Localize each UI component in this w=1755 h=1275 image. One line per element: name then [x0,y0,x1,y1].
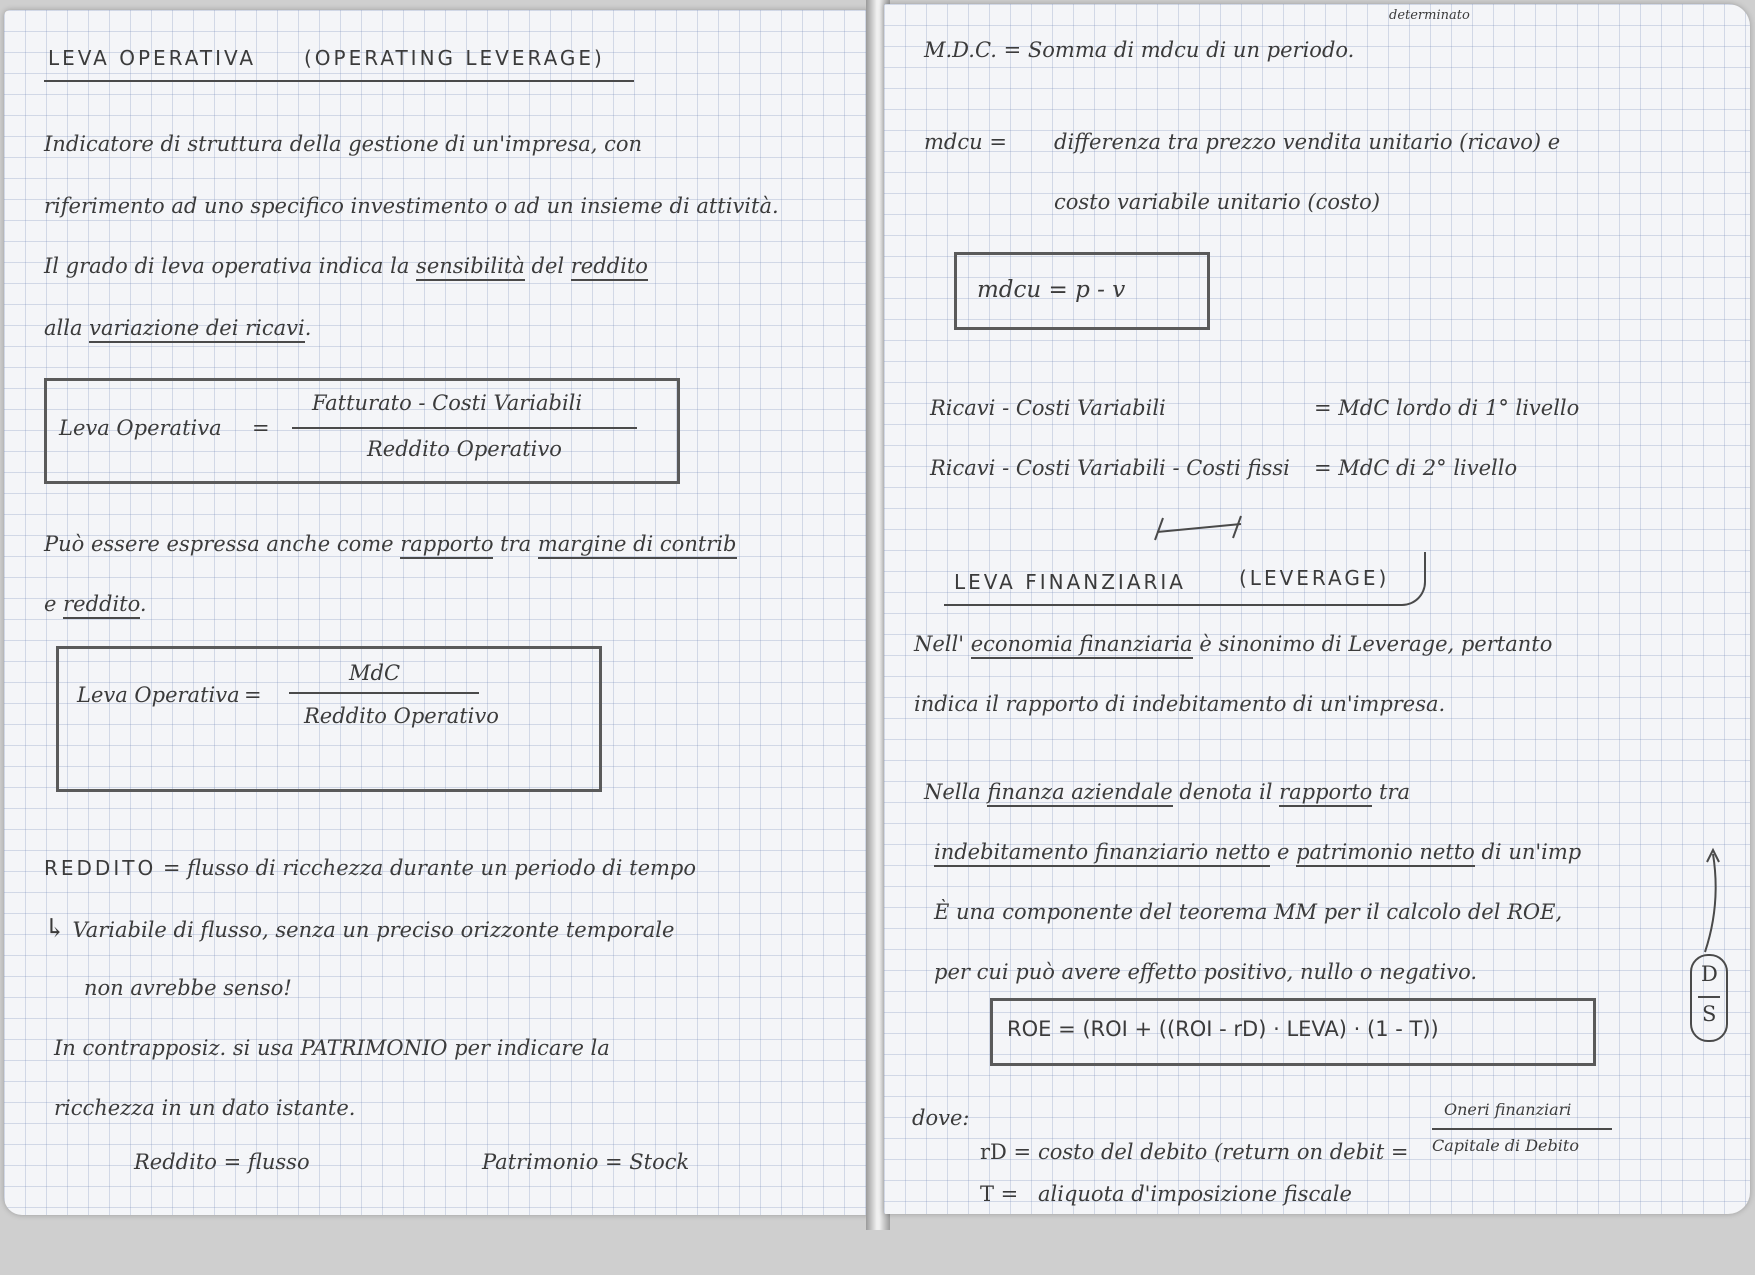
lf-patrimonio-netto: patrimonio netto [1296,840,1475,867]
title-underline [44,80,634,82]
title-operating-leverage: (OPERATING LEVERAGE) [304,46,605,70]
rd-symbol: rD = [980,1140,1032,1164]
formula-box-1 [44,378,680,484]
lf-finanza-aziendale: finanza aziendale [987,780,1172,807]
mdc-level2-rhs: = MdC di 2° livello [1314,456,1518,480]
lf-rapporto: rapporto [1279,780,1372,807]
rd-fraction-bar [1432,1128,1612,1130]
ds-fraction-bar [1698,996,1720,998]
p1-line4-c: . [304,316,312,340]
p1-line2: riferimento ad uno specifico investimento o ad un insieme di attività. [44,194,779,218]
p1-line3-c: del [524,254,571,278]
lf-line4-b: e [1270,840,1297,864]
formula1-numerator: Fatturato - Costi Variabili [312,391,583,415]
mdcu-formula: mdcu = p - v [977,277,1126,303]
reddito-line3: non avrebbe senso! [84,976,292,1000]
formula2-lhs: Leva Operativa [77,683,240,707]
mdc-level1-lhs: Ricavi - Costi Variabili [930,396,1166,420]
lf-line4 [934,840,1581,864]
p2-line1-a: Può essere espressa anche come [44,532,401,556]
lf-economia-finanziaria: economia finanziaria [971,632,1193,659]
formula1-equals: = [252,416,270,440]
reddito-line5: ricchezza in un dato istante. [54,1096,356,1120]
patrimonio-stock: Patrimonio = Stock [482,1150,690,1174]
lf-line1 [914,632,1552,656]
mdcu-label: mdcu = [924,130,1007,154]
p1-line1: Indicatore di struttura della gestione di un'impresa, con [44,132,643,156]
rd-numerator: Oneri finanziari [1444,1100,1572,1119]
lf-line3-c: denota il [1172,780,1280,804]
mdcu-line2: costo variabile unitario (costo) [1054,190,1381,214]
formula1-lhs: Leva Operativa [59,416,222,440]
ds-ratio-badge [1690,954,1728,1042]
reddito-line2 [44,914,674,944]
lf-line1-c: è sinonimo di Leverage, pertanto [1192,632,1553,656]
p2-rapporto: rapporto [400,532,493,559]
ds-arrow-icon [1699,844,1729,956]
p2-margine: margine di contrib [538,532,737,559]
title-leva-finanziaria: LEVA FINANZIARIA [954,570,1186,594]
p1-reddito: reddito [571,254,648,281]
section-divider-icon [1149,512,1249,542]
roe-formula: ROE = (ROI + ((ROI - rD) · LEVA) · (1 - T)) [1007,1017,1439,1041]
mdc-line1-b: periodo. [1266,38,1355,62]
lf-line3-e: tra [1372,780,1411,804]
reddito-label: REDDITO [44,856,157,880]
rd-definition: costo del debito (return on debit = [1038,1140,1409,1164]
mdc-level1-rhs: = MdC lordo di 1° livello [1314,396,1580,420]
right-page [884,4,1750,1214]
formula2-fraction-bar [289,692,479,694]
p1-line4-a: alla [44,316,90,340]
p2-line2-a: e [44,592,64,616]
reddito-flusso: Reddito = flusso [134,1150,310,1174]
lf-line2: indica il rapporto di indebitamento di un'impresa. [914,692,1446,716]
formula2-denominator: Reddito Operativo [304,704,499,728]
p2-line2-c: . [139,592,147,616]
mdc-superscript: determinato [1389,8,1470,23]
mdcu-line1: differenza tra prezzo vendita unitario (ricavo) e [1054,130,1561,154]
p1-line3-a: Il grado di leva operativa indica la [44,254,417,278]
p2-line1-c: tra [493,532,538,556]
mdc-line1 [924,38,1354,62]
reddito-line1 [44,856,696,880]
lf-line5: È una componente del teorema MM per il calcolo del ROE, [934,900,1563,924]
ds-denominator: S [1702,1002,1717,1026]
p1-line3 [44,254,648,278]
formula1-fraction-bar [292,427,637,429]
t-symbol: T = [980,1182,1019,1206]
t-definition: aliquota d'imposizione fiscale [1038,1182,1352,1206]
ds-numerator: D [1701,962,1718,986]
formula2-numerator: MdC [349,661,401,685]
p2-line2 [44,592,147,616]
lf-indebitamento: indebitamento finanziario netto [934,840,1270,867]
p2-line1 [44,532,737,556]
p1-line4 [44,316,311,340]
left-page [4,10,872,1215]
p1-variazione-ricavi: variazione dei ricavi [89,316,305,343]
roe-formula-box [990,998,1596,1066]
mdc-line1-a: M.D.C. = Somma di mdcu di un [924,38,1260,62]
lf-line6: per cui può avere effetto positivo, nullo o negativo. [934,960,1478,984]
reddito-line2-text: Variabile di flusso, senza un preciso orizzonte temporale [72,918,675,942]
reddito-line4: In contrapposiz. si usa PATRIMONIO per indicare la [54,1036,610,1060]
rd-denominator: Capitale di Debito [1432,1136,1579,1155]
mdc-level2-lhs: Ricavi - Costi Variabili - Costi fissi [930,456,1290,480]
formula2-equals: = [244,683,262,707]
lf-line3 [924,780,1410,804]
mdcu-box [954,252,1210,330]
lf-line3-a: Nella [924,780,988,804]
arrow-return-icon: ↳ [44,914,66,944]
title-leverage: (LEVERAGE) [1239,566,1390,590]
p2-reddito: reddito [63,592,140,619]
formula-box-2 [56,646,602,792]
p1-sensibilita: sensibilità [416,254,525,281]
formula1-denominator: Reddito Operativo [367,437,562,461]
lf-line1-a: Nell' [914,632,971,656]
dove-label: dove: [912,1106,970,1130]
reddito-definition: = flusso di ricchezza durante un periodo di tempo [162,856,697,880]
title-leva-operativa: LEVA OPERATIVA [48,46,257,70]
lf-line4-d: di un'imp [1474,840,1582,864]
